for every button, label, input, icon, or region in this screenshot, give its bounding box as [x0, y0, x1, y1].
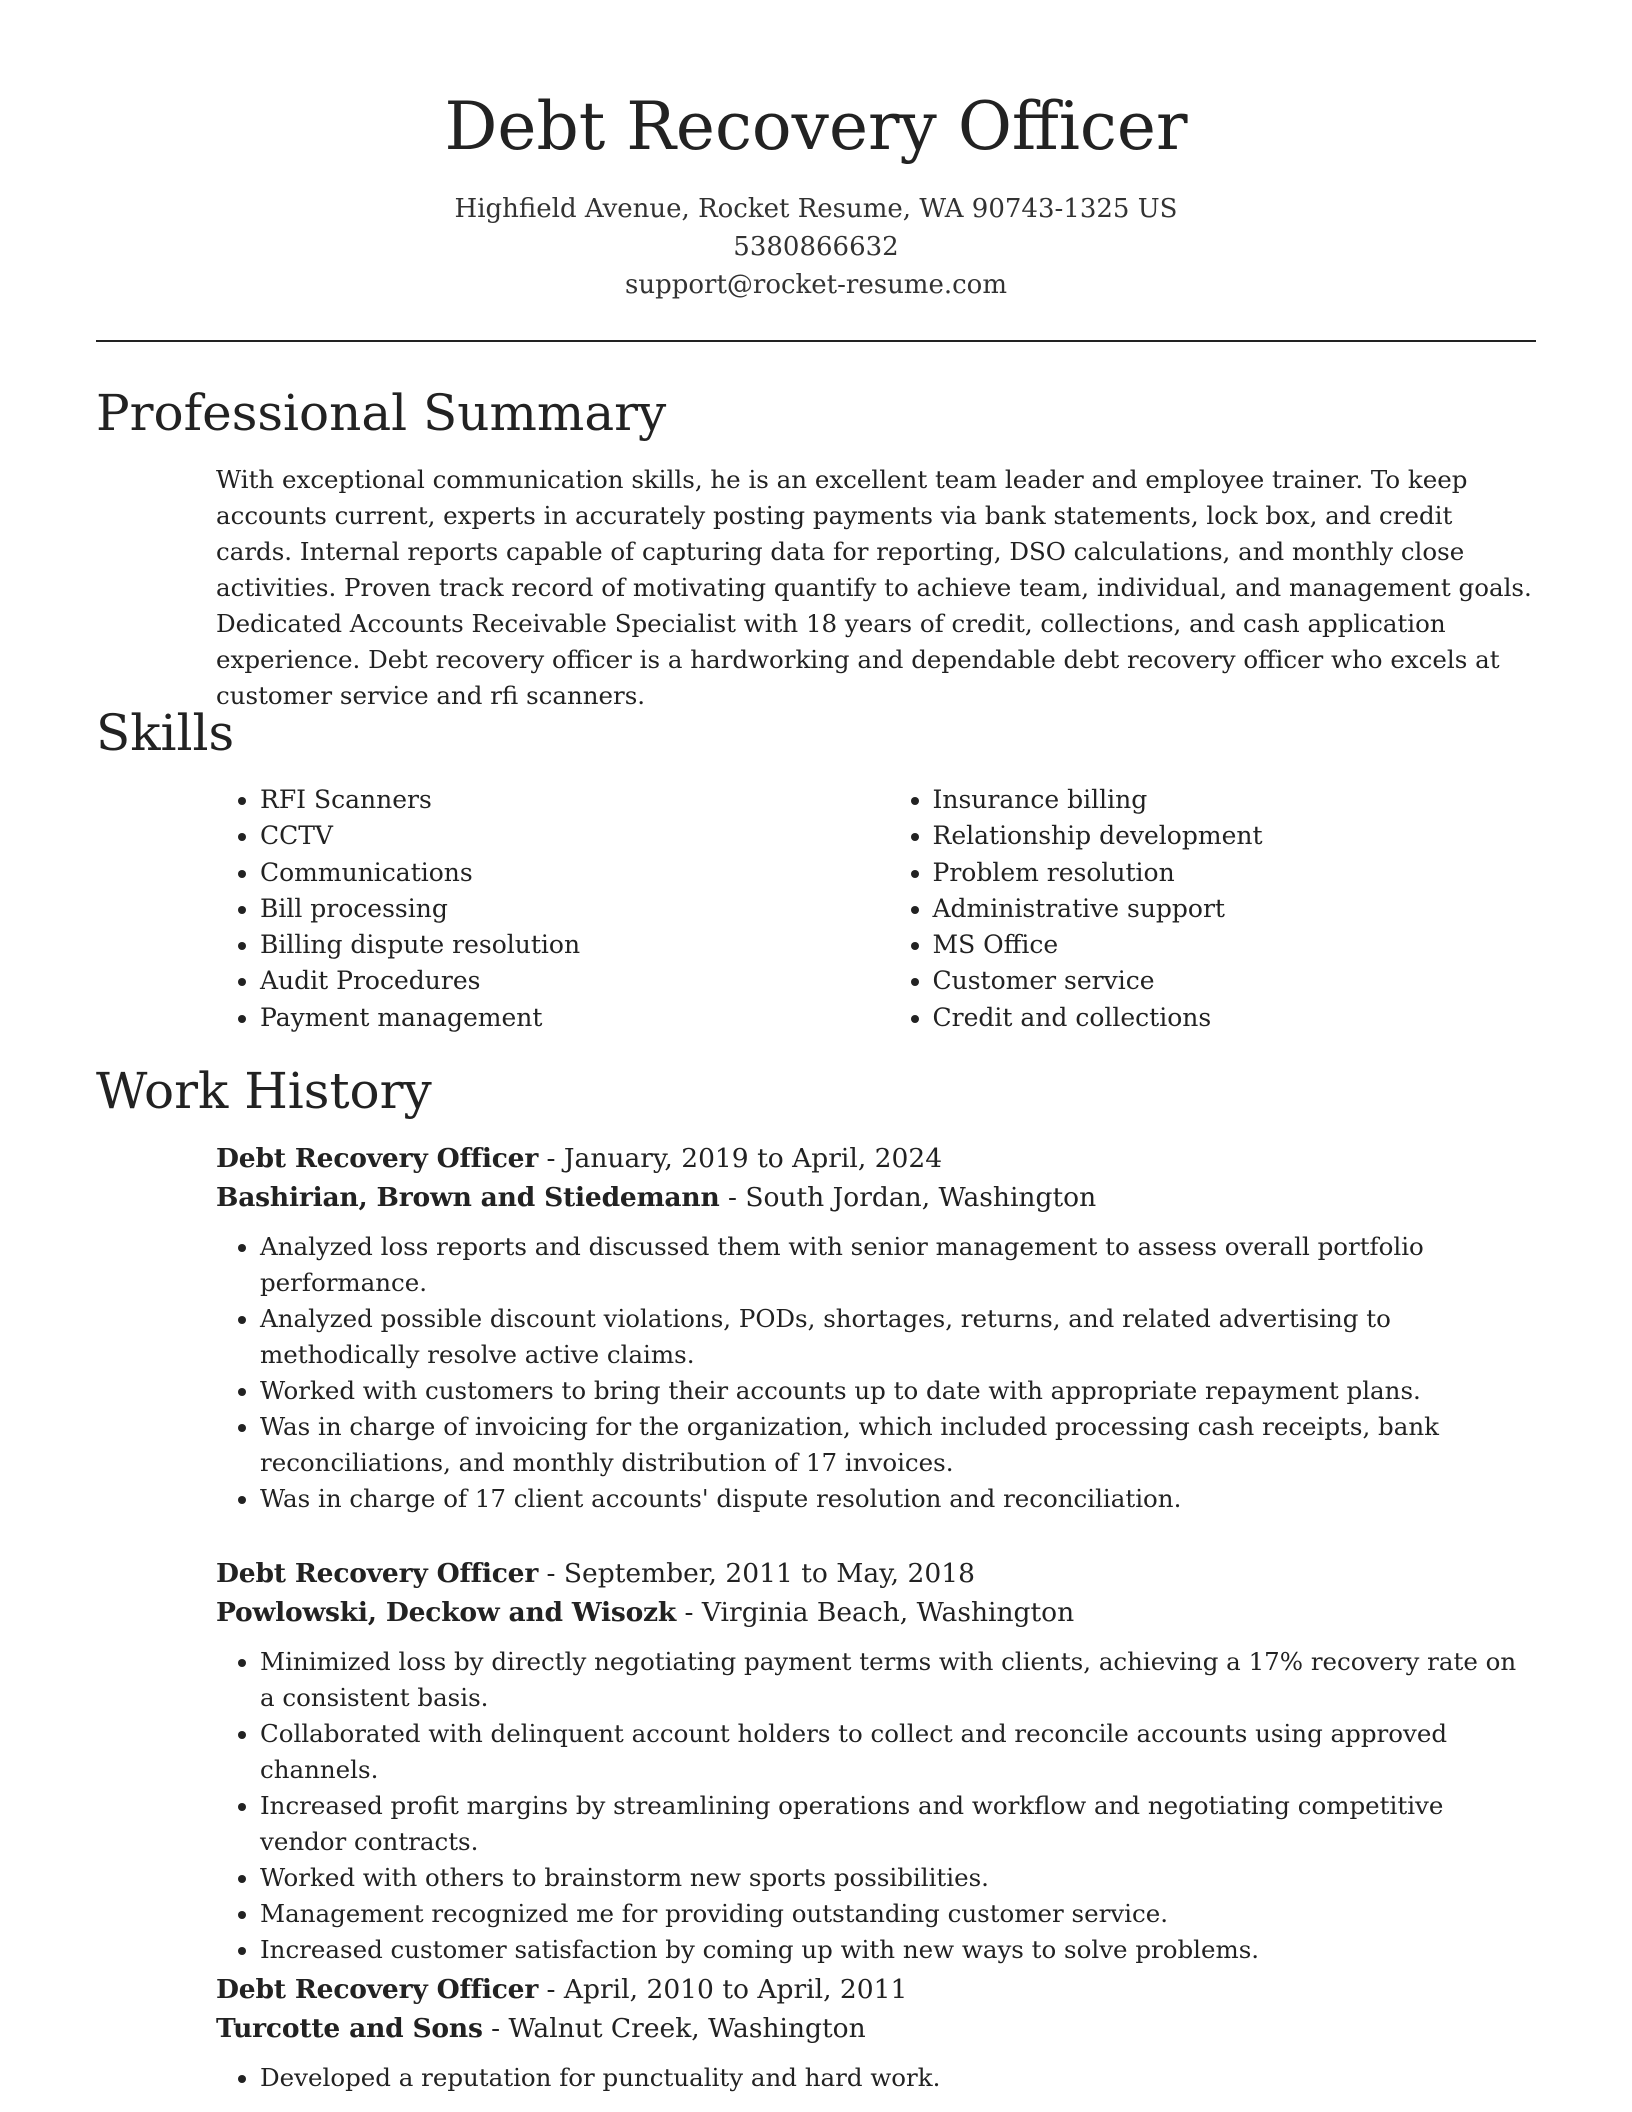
job-entry — [216, 1139, 1532, 1517]
summary-heading: Professional Summary — [96, 384, 667, 442]
skill-item: • Bill processing — [260, 891, 889, 927]
job-duty: • Was in charge of 17 client accounts' dispute resolution and reconciliation. — [260, 1481, 1532, 1517]
skills-list — [216, 782, 1532, 1036]
job-duties — [216, 1644, 1532, 1968]
job-duty: • Analyzed possible discount violations, PODs, shortages, returns, and related advertising to methodically resolve active claims. — [260, 1301, 1532, 1373]
contact-address: Highfield Avenue, Rocket Resume, WA 90743-1325 US — [454, 194, 1178, 224]
skill-item: • Credit and collections — [933, 1000, 1533, 1036]
job-duty: • Minimized loss by directly negotiating payment terms with clients, achieving a 17% recovery rate on a consistent basis. — [260, 1644, 1532, 1716]
skill-item: • Relationship development — [933, 818, 1533, 854]
job-company-line — [216, 1593, 1532, 1632]
job-dates: - September, 2011 to May, 2018 — [538, 1558, 975, 1589]
skill-item: • CCTV — [260, 818, 889, 854]
job-duty: • Analyzed loss reports and discussed them with senior management to assess overall portfolio performance. — [260, 1229, 1532, 1301]
job-duty: • Management recognized me for providing outstanding customer service. — [260, 1896, 1532, 1932]
job-role: Debt Recovery Officer — [216, 1558, 539, 1589]
contact-email: support@rocket-resume.com — [624, 270, 1007, 300]
skills-heading: Skills — [96, 704, 235, 762]
job-role: Debt Recovery Officer — [216, 1974, 539, 2005]
job-company: Turcotte and Sons — [216, 2013, 483, 2044]
job-title-line — [216, 1970, 1532, 2009]
skill-item: • Customer service — [933, 963, 1533, 999]
job-duty: • Collaborated with delinquent account holders to collect and reconcile accounts using approved channels. — [260, 1716, 1532, 1788]
job-title-line — [216, 1554, 1532, 1593]
skills-column-left — [216, 782, 889, 1036]
job-duties — [216, 1229, 1532, 1517]
contact-info — [0, 190, 1632, 304]
work-history-heading: Work History — [96, 1062, 432, 1120]
job-duties — [216, 2060, 1532, 2096]
candidate-title: Debt Recovery Officer — [444, 88, 1188, 165]
skills-column-right — [889, 782, 1533, 1036]
job-entry — [216, 1970, 1532, 2096]
job-location: - Walnut Creek, Washington — [482, 2013, 866, 2044]
job-company-line — [216, 1178, 1532, 1217]
skill-item: • Billing dispute resolution — [260, 927, 889, 963]
job-dates: - January, 2019 to April, 2024 — [538, 1143, 943, 1174]
job-location: - South Jordan, Washington — [719, 1182, 1097, 1213]
skill-item: • Communications — [260, 855, 889, 891]
job-company: Powlowski, Deckow and Wisozk — [216, 1597, 677, 1628]
job-entry — [216, 1554, 1532, 1968]
job-duty: • Was in charge of invoicing for the organization, which included processing cash receipts, bank reconciliations, and monthly distribution of 17 invoices. — [260, 1409, 1532, 1481]
skill-item: • RFI Scanners — [260, 782, 889, 818]
job-duty: • Worked with others to brainstorm new sports possibilities. — [260, 1860, 1532, 1896]
job-dates: - April, 2010 to April, 2011 — [538, 1974, 908, 2005]
resume-header — [0, 0, 1632, 304]
skill-item: • Audit Procedures — [260, 963, 889, 999]
skill-item: • Administrative support — [933, 891, 1533, 927]
job-duty: • Developed a reputation for punctuality and hard work. — [260, 2060, 1532, 2096]
job-title-line — [216, 1139, 1532, 1178]
contact-phone: 5380866632 — [733, 232, 899, 262]
job-company: Bashirian, Brown and Stiedemann — [216, 1182, 720, 1213]
header-divider — [96, 340, 1536, 342]
skill-item: • Insurance billing — [933, 782, 1533, 818]
skill-item: • Payment management — [260, 1000, 889, 1036]
summary-text: With exceptional communication skills, he is an excellent team leader and employee trainer. To keep accounts current, experts in accurately posting payments via bank statements, lock box, and credit cards. Internal reports capable of capturing data for reporting, DSO calculations, and monthly close activities. Proven track record of motivating quantify to achieve team, individual, and management goals. Dedicated Accounts Receivable Specialist with 18 years of credit, collections, and cash application experience. Debt recovery officer is a hardworking and dependable debt recovery officer who excels at customer service and rfi scanners. — [216, 465, 1532, 710]
job-role: Debt Recovery Officer — [216, 1143, 539, 1174]
job-duty: • Worked with customers to bring their accounts up to date with appropriate repayment plans. — [260, 1373, 1532, 1409]
job-location: - Virginia Beach, Washington — [676, 1597, 1075, 1628]
skill-item: • MS Office — [933, 927, 1533, 963]
skill-item: • Problem resolution — [933, 855, 1533, 891]
job-duty: • Increased customer satisfaction by coming up with new ways to solve problems. — [260, 1932, 1532, 1968]
job-company-line — [216, 2009, 1532, 2048]
job-duty: • Increased profit margins by streamlining operations and workflow and negotiating competitive vendor contracts. — [260, 1788, 1532, 1860]
